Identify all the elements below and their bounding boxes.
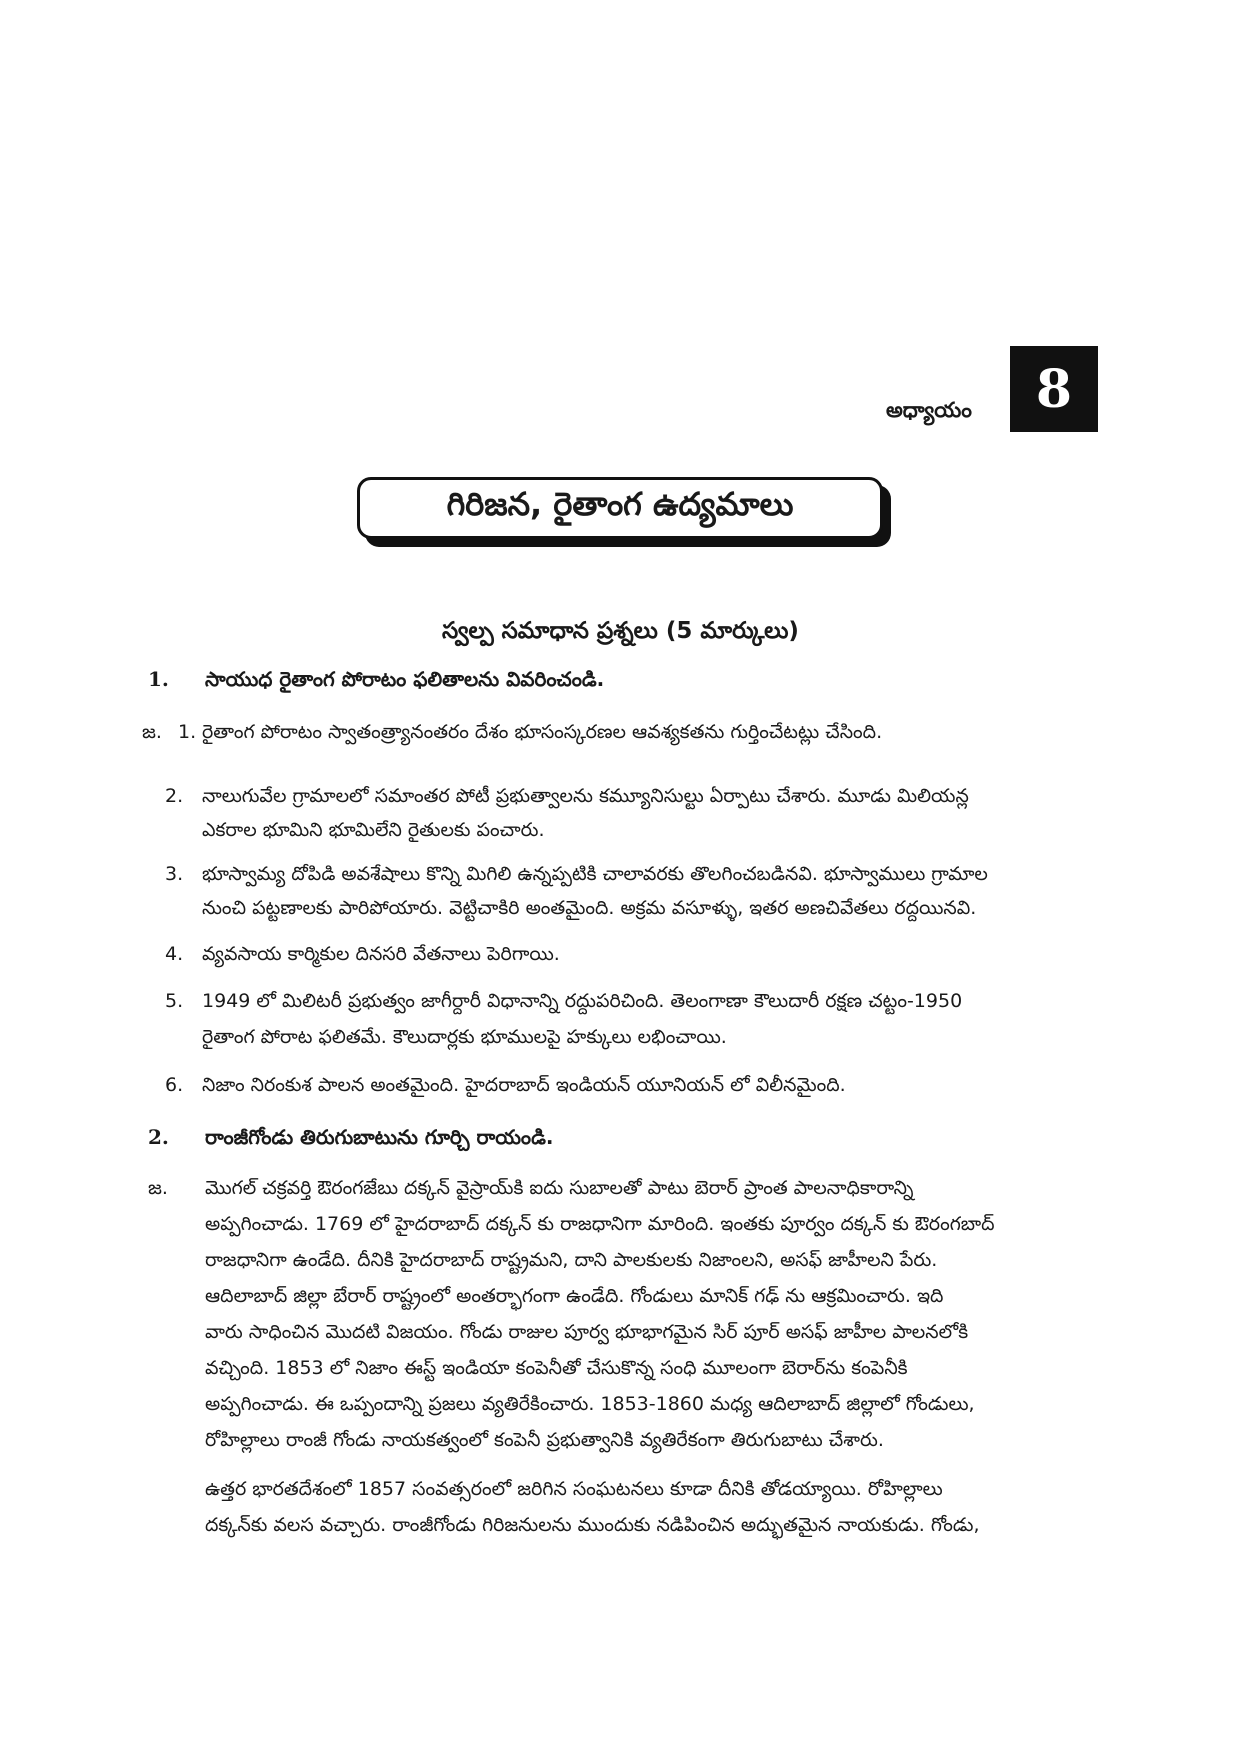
answer-line: ఉత్తర భారతదేశంలో 1857 సంవత్సరంలో జరిగిన సంఘటనలు కూడా దీనికి తోడయ్యాయి. రోహిల్లాలు (205, 1478, 943, 1500)
answer-line: నిజాం నిరంకుశ పాలన అంతమైంది. హైదరాబాద్ ఇండియన్ యూనియన్ లో విలీనమైంది. (202, 1074, 846, 1096)
answer-line: అప్పగించాడు. ఈ ఒప్పందాన్ని ప్రజలు వ్యతిరేకించారు. 1853-1860 మధ్య ఆదిలాబాద్ జిల్లాలో గోండులు, (205, 1393, 975, 1415)
chapter-title-frame (357, 477, 883, 539)
point-number: 1. (178, 721, 197, 743)
point-number: 2. (165, 785, 184, 807)
answer-line: నుంచి పట్టణాలకు పారిపోయారు. వెట్టిచాకిరి అంతమైంది. అక్రమ వసూళ్ళు, ఇతర అణచివేతలు రద్దయినవి. (202, 897, 977, 919)
question-text: రాంజీగోండు తిరుగుబాటును గూర్చి రాయండి. (205, 1125, 554, 1149)
answer-marker: జ. (142, 721, 162, 743)
chapter-number-badge: 8 (1010, 346, 1098, 432)
answer-line: రాజధానిగా ఉండేది. దీనికి హైదరాబాద్ రాష్ట్రమని, దాని పాలకులకు నిజాంలని, అసఫ్ జాహీలని పేరు. (205, 1249, 938, 1271)
answer-line: మొగల్ చక్రవర్తి ఔరంగజేబు దక్కన్ వైస్రాయ్‌కి ఐదు సుబాలతో పాటు బెరార్ ప్రాంత పాలనాధికారాన్ని (205, 1177, 914, 1199)
question-number: 2. (148, 1125, 169, 1149)
answer-line: ఆదిలాబాద్ జిల్లా బేరార్ రాష్ట్రంలో అంతర్భాగంగా ఉండేది. గోండులు మానిక్ గఢ్ ను ఆక్రమించారు. ఇది (205, 1285, 944, 1307)
answer-line: వారు సాధించిన మొదటి విజయం. గోండు రాజుల పూర్వ భూభాగమైన సిర్ పూర్ అసఫ్ జాహీల పాలనలోకి (205, 1321, 969, 1343)
answer-marker: జ. (148, 1177, 168, 1199)
answer-line: వచ్చింది. 1853 లో నిజాం ఈస్ట్ ఇండియా కంపెనీతో చేసుకొన్న సంధి మూలంగా బెరార్‌ను కంపెనీకి (205, 1357, 908, 1379)
answer-line: దక్కన్‌కు వలస వచ్చారు. రాంజీగోండు గిరిజనులను ముందుకు నడిపించిన అద్భుతమైన నాయకుడు. గోండు, (205, 1514, 980, 1536)
answer-line: 1949 లో మిలిటరీ ప్రభుత్వం జాగీర్దారీ విధానాన్ని రద్దుపరిచింది. తెలంగాణా కౌలుదారీ రక్షణ చట్టం-1950 (202, 990, 963, 1012)
point-number: 6. (165, 1074, 184, 1096)
point-number: 4. (165, 943, 184, 965)
answer-line: అప్పగించాడు. 1769 లో హైదరాబాద్ దక్కన్ కు రాజధానిగా మారింది. ఇంతకు పూర్వం దక్కన్ కు ఔరంగబాద్ (205, 1213, 995, 1235)
answer-line: రోహిల్లాలు రాంజీ గోండు నాయకత్వంలో కంపెనీ ప్రభుత్వానికి వ్యతిరేకంగా తిరుగుబాటు చేశారు. (205, 1429, 884, 1451)
answer-line: నాలుగువేల గ్రామాలలో సమాంతర పోటీ ప్రభుత్వాలను కమ్యూనిసుల్టు ఏర్పాటు చేశారు. మూడు మిలియన్ల (202, 785, 969, 807)
answer-line: రైతాంగ పోరాటం స్వాతంత్ర్యానంతరం దేశం భూసంస్కరణల ఆవశ్యకతను గుర్తించేటట్లు చేసింది. (202, 721, 883, 743)
answer-line: రైతాంగ పోరాట ఫలితమే. కౌలుదార్లకు భూములపై హక్కులు లభించాయి. (202, 1026, 727, 1048)
chapter-label: అధ్యాయం (886, 398, 972, 422)
section-heading: స్వల్ప సమాధాన ప్రశ్నలు (5 మార్కులు) (442, 618, 799, 644)
question-number: 1. (148, 667, 169, 691)
point-number: 5. (165, 990, 184, 1012)
question-text: సాయుధ రైతాంగ పోరాటం ఫలితాలను వివరించండి. (205, 667, 605, 691)
chapter-title: గిరిజన, రైతాంగ ఉద్యమాలు (357, 477, 883, 539)
answer-line: భూస్వామ్య దోపిడి అవశేషాలు కొన్ని మిగిలి ఉన్నప్పటికి చాలావరకు తొలగించబడినవి. భూస్వాములు గ్రామాల (202, 863, 988, 885)
answer-line: ఎకరాల భూమిని భూమిలేని రైతులకు పంచారు. (202, 819, 545, 841)
answer-line: వ్యవసాయ కార్మికుల దినసరి వేతనాలు పెరిగాయి. (202, 943, 560, 965)
point-number: 3. (165, 863, 184, 885)
